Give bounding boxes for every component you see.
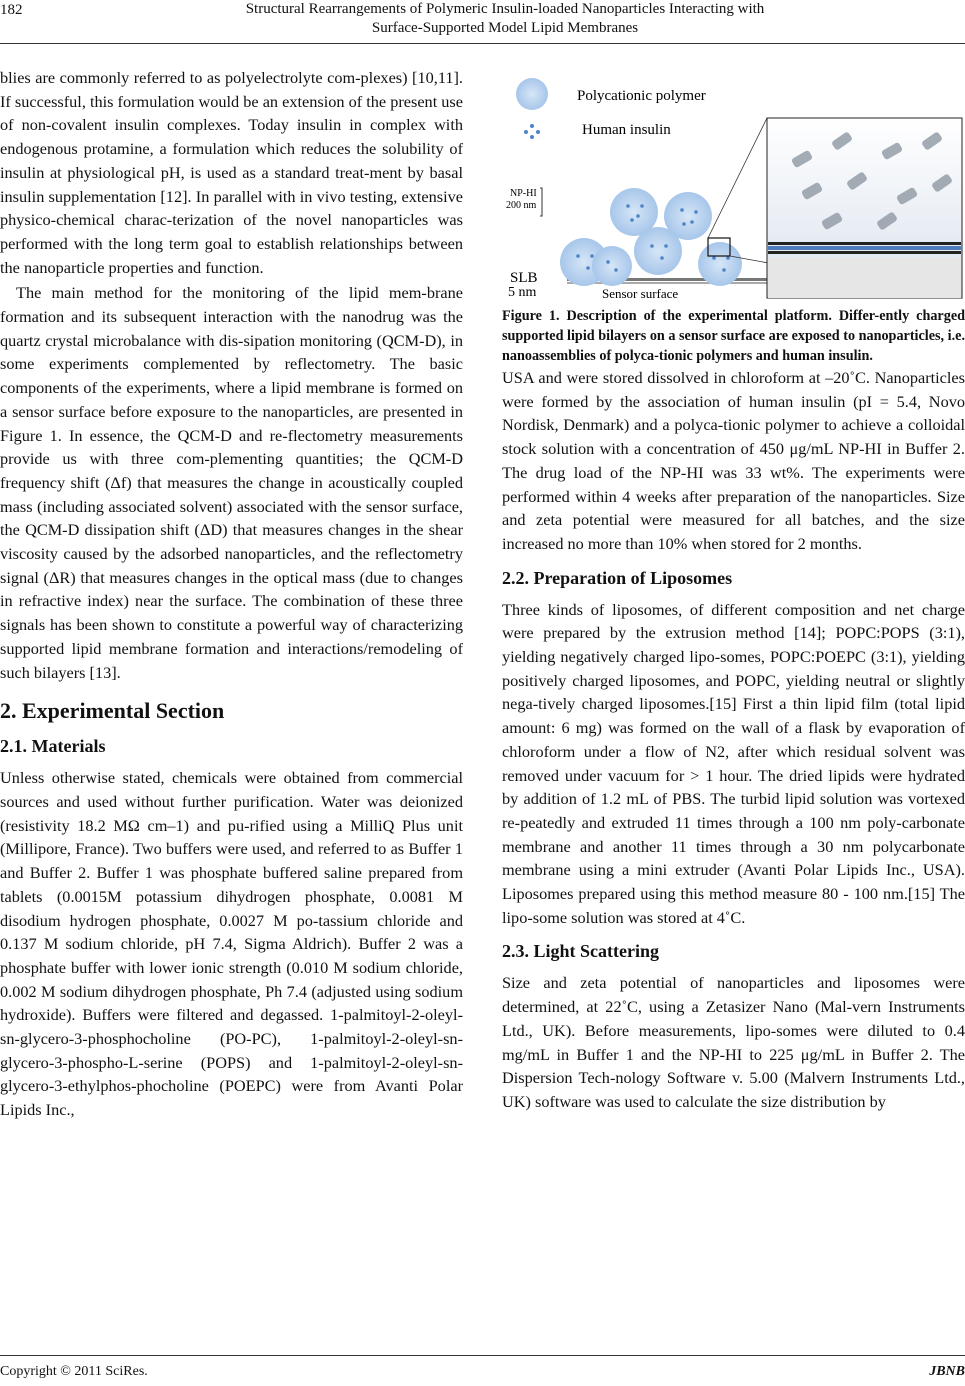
- section-heading: 2. Experimental Section: [0, 698, 225, 724]
- subsection-heading: 2.3. Light Scattering: [502, 941, 659, 962]
- figure-caption: [502, 306, 965, 366]
- legend-insulin-label: Human insulin: [582, 122, 671, 138]
- zoom-panel: [767, 118, 962, 298]
- footer-journal: JBNB: [929, 1364, 965, 1379]
- figure-caption-text: Description of the experimental platform. Differ-ently charged supported lipid bilayers on a sensor surface are exposed to nanoparticles, i.e. nanoassemblies of polyca-tionic polymers and human insulin.: [502, 308, 965, 364]
- figure-caption-label: Figure 1.: [502, 308, 560, 324]
- slb-thickness-label: 5 nm: [508, 285, 537, 300]
- paragraph: USA and were stored dissolved in chloroform at –20˚C. Nanoparticles were formed by the association of human insulin (pI = 5.4, Novo Nordisk, Denmark) and a polyca-tionic polymer to achieve a colloidal stock solution with a concentration of 450 μg/mL NP-HI in Buffer 2. The drug load of the NP-HI was 33 wt%. The experiments were performed within 4 weeks after preparation of the nanoparticles. Size and zeta potential were measured for all batches, and the size increased no more than 10% when stored for 2 months.: [502, 368, 965, 553]
- running-title-line2: Surface-Supported Model Lipid Membranes: [371, 20, 639, 36]
- subsection-heading: 2.2. Preparation of Liposomes: [502, 567, 733, 588]
- figure-1: [502, 66, 965, 306]
- slb-label: SLB: [510, 270, 538, 286]
- paragraph: Three kinds of liposomes, of different composition and net charge were prepared by the extrusion method [14]; POPC:POPS (3:1), yielding negatively charged lipo-somes, POPC:POEPC (3:1), yielding positively charged liposomes, and POPC, yielding neutral or slightly nega-tively charged liposomes.[15] First a thin lipid film (total lipid amount: 6 mg) was formed on the wall of a flask by evaporation of chloroform under a flow of N2, after which residual solvent was removed under vacuum for > 1 hour. The dried lipids were hydrated by addition of 1.2 mL of PBS. The turbid lipid solution was vortexed re-peatedly and extruded 11 times through a 100 nm poly-carbonate membrane and another 11 times through a 30 nm polycarbonate membrane using a mini extruder (Avanti Polar Lipids Inc., USA). Liposomes prepared using this method measure 80 - 100 nm.[15] The lipo-some solution was stored at 4˚C.: [502, 599, 965, 927]
- legend-polymer-label: Polycationic polymer: [577, 88, 706, 104]
- polymer-legend-icon: [516, 78, 548, 110]
- running-title-line1: Structural Rearrangements of Polymeric Insulin-loaded Nanoparticles Interacting with: [245, 1, 765, 17]
- sensor-surface-label: Sensor surface: [602, 286, 679, 301]
- paragraph: blies are commonly referred to as polyelectrolyte com-plexes) [10,11]. If successful, this formulation would be an extension of the present use of non-covalent insulin complexes. Today insulin in complex with endogenous protamine, a formulation which reduces the solubility of insulin at physiological pH, is used as a standard treat-ment by basal insulin supplementation [12]. In parallel with in vivo testing, extensive physico-chemical charac-terization of the novel nanoparticles was performed with the long term goal to establish relationships between the nanoparticle properties and function.: [0, 68, 463, 277]
- header-rule: [0, 43, 965, 44]
- subsection-heading: 2.1. Materials: [0, 736, 106, 757]
- paragraph: Unless otherwise stated, chemicals were obtained from commercial sources and used without further purification. Water was deionized (resistivity 18.2 MΩ cm–1) and pu-rified using a MilliQ Plus unit (Millipore, France). Two buffers were used, and referred to as Buffer 1 and Buffer 2. Buffer 1 was phosphate buffered saline prepared from tablets (0.0015M potassium dihydrogen phosphate, 0.0081 M disodium hydrogen phosphate, 0.0027 M po-tassium chloride and 0.137 M sodium chloride, pH 7.4, Sigma Aldrich). Buffer 2 was a phosphate buffer with lower ionic strength (0.010 M sodium chloride, 0.002 M sodium dihydrogen phosphate, Ph 7.4 (adjusted using sodium hydroxide). Buffers were filtered and degassed. 1-palmitoyl-2-oleyl-sn-glycero-3-phosphocholine (PO-PC), 1-palmitoyl-2-oleyl-sn-glycero-3-phospho-L-serine (POPS) and 1-palmitoyl-2-oleyl-sn-glycero-3-ethylphos-phocholine (POEPC) were from Avanti Polar Lipids Inc.,: [0, 768, 463, 1120]
- footer-rule: [0, 1355, 965, 1356]
- footer-copyright: Copyright © 2011 SciRes.: [0, 1364, 148, 1379]
- right-column: [502, 66, 965, 1114]
- page-number: 182: [0, 2, 23, 18]
- nphi-size-label: 200 nm: [506, 200, 537, 211]
- paragraph: Size and zeta potential of nanoparticles and liposomes were determined, at 22˚C, using a Zetasizer Nano (Mal-vern Instruments Ltd., UK). Before measurements, lipo-somes were diluted to 0.4 mg/mL in Buffer 1 and the NP-HI to 225 μg/mL in Buffer 2. The Dispersion Tech-nology Software v. 5.00 (Malvern Instruments Ltd., UK) software was used to calculate the size distribution by: [502, 973, 965, 1111]
- figure-1-illustration: [502, 66, 965, 306]
- running-header: [120, 0, 890, 38]
- paragraph: The main method for the monitoring of the lipid mem-brane formation and its subsequent interaction with the nanodrug was the quartz crystal microbalance with dis-sipation monitoring (QCM-D), in some experiments complemented by reflectometry. The basic components of the experiments, where a lipid membrane is formed on a sensor surface before exposure to the nanoparticles, are presented in Figure 1. In essence, the QCM-D and re-flectometry measurements provide us with three com-plementing quantities; the QCM-D frequency shift (Δf) that measures the change in acoustically coupled mass (including associated solvent) associated with the sensor surface, the QCM-D dissipation shift (ΔD) that measures changes in the shear viscosity caused by the adsorbed nanoparticles, and the reflectometry signal (ΔR) that measures changes in the optical mass (due to changes in refractive index) near the surface. The combination of these three signals has been shown to constitute a powerful way of characterizing supported lipid membrane formation and interactions/remodeling of such bilayers [13].: [0, 283, 463, 682]
- insulin-legend-icon: [524, 124, 540, 139]
- left-column: [0, 66, 463, 1122]
- nanoparticles: [560, 188, 742, 286]
- nphi-label: NP-HI: [510, 188, 537, 199]
